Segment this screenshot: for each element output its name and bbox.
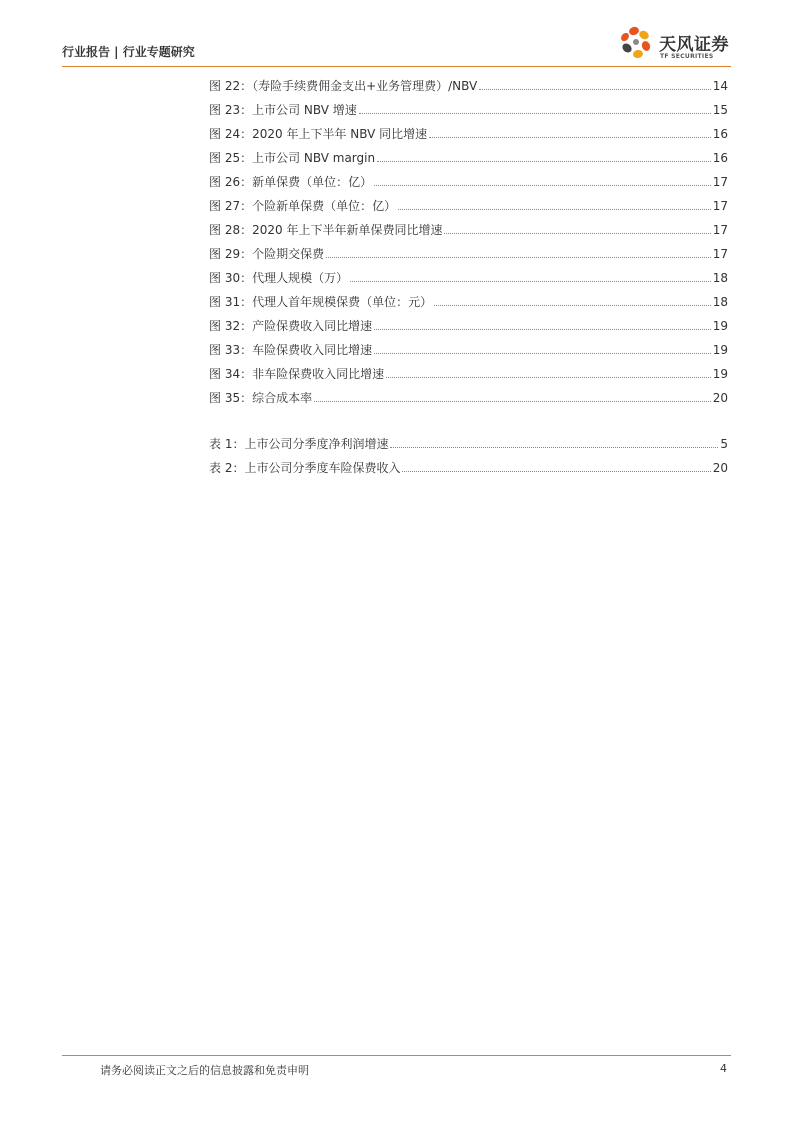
toc-entry-figure-27[interactable]: [209, 194, 728, 218]
toc-leader-dots: [402, 471, 710, 472]
table-of-contents: [209, 74, 728, 480]
toc-leader-dots: [374, 353, 711, 354]
toc-entry-page: 14: [712, 79, 728, 93]
toc-entry-label: 图 23：上市公司 NBV 增速: [209, 103, 357, 117]
toc-entry-page: 16: [712, 151, 728, 165]
toc-entry-label: 图 22：（寿险手续费佣金支出+业务管理费）/NBV: [209, 79, 478, 93]
toc-entry-figure-26[interactable]: [209, 170, 728, 194]
toc-entry-figure-34[interactable]: [209, 362, 728, 386]
toc-leader-dots: [374, 185, 711, 186]
toc-entry-label: 图 28：2020 年上下半年新单保费同比增速: [209, 223, 443, 237]
toc-entry-page: 17: [712, 247, 728, 261]
toc-leader-dots: [398, 209, 711, 210]
toc-entry-page: 20: [712, 391, 728, 405]
toc-entry-page: 19: [712, 343, 728, 357]
page-header: [62, 22, 731, 67]
toc-entry-page: 17: [712, 175, 728, 189]
toc-entry-figure-29[interactable]: [209, 242, 728, 266]
toc-entry-figure-30[interactable]: [209, 266, 728, 290]
company-logo: [619, 22, 731, 66]
logo-flower-icon: [619, 24, 657, 64]
toc-entry-figure-33[interactable]: [209, 338, 728, 362]
toc-entry-label: 图 34：非车险保费收入同比增速: [209, 367, 385, 381]
toc-entry-page: 18: [712, 271, 728, 285]
toc-leader-dots: [374, 329, 711, 330]
toc-leader-dots: [390, 447, 718, 448]
toc-entry-label: 表 1：上市公司分季度净利润增速: [209, 437, 389, 451]
toc-leader-dots: [350, 281, 711, 282]
logo-text-en: TF SECURITIES: [660, 53, 714, 60]
toc-leader-dots: [479, 89, 710, 90]
toc-entry-page: 17: [712, 199, 728, 213]
toc-entry-figure-24[interactable]: [209, 122, 728, 146]
toc-leader-dots: [326, 257, 711, 258]
toc-leader-dots: [359, 113, 711, 114]
page-number: 4: [720, 1062, 727, 1075]
toc-entry-label: 图 24：2020 年上下半年 NBV 同比增速: [209, 127, 428, 141]
toc-entry-label: 图 27：个险新单保费（单位：亿）: [209, 199, 397, 213]
logo-text-cn: 天风证券: [659, 35, 729, 55]
toc-leader-dots: [434, 305, 711, 306]
toc-entry-table-2[interactable]: [209, 456, 728, 480]
toc-leader-dots: [377, 161, 711, 162]
toc-entry-figure-22[interactable]: [209, 74, 728, 98]
toc-entry-figure-25[interactable]: [209, 146, 728, 170]
toc-entry-page: 19: [712, 367, 728, 381]
toc-entry-label: 图 26：新单保费（单位：亿）: [209, 175, 373, 189]
toc-leader-dots: [444, 233, 710, 234]
disclaimer-notice: 请务必阅读正文之后的信息披露和免责申明: [100, 1064, 309, 1077]
toc-entry-label: 图 35：综合成本率: [209, 391, 313, 405]
report-category: 行业报告 | 行业专题研究: [62, 45, 195, 59]
toc-leader-dots: [429, 137, 711, 138]
toc-entry-label: 图 29：个险期交保费: [209, 247, 325, 261]
toc-leader-dots: [386, 377, 711, 378]
toc-entry-label: 图 33：车险保费收入同比增速: [209, 343, 373, 357]
toc-entry-table-1[interactable]: [209, 432, 728, 456]
toc-entry-label: 图 31：代理人首年规模保费（单位：元）: [209, 295, 433, 309]
toc-leader-dots: [314, 401, 711, 402]
toc-entry-label: 图 25：上市公司 NBV margin: [209, 151, 376, 165]
toc-entry-page: 5: [720, 437, 728, 451]
toc-entry-figure-28[interactable]: [209, 218, 728, 242]
toc-entry-figure-23[interactable]: [209, 98, 728, 122]
toc-entry-figure-31[interactable]: [209, 290, 728, 314]
toc-entry-page: 19: [712, 319, 728, 333]
toc-entry-page: 16: [712, 127, 728, 141]
toc-entry-page: 15: [712, 103, 728, 117]
toc-entry-figure-35[interactable]: [209, 386, 728, 410]
toc-entry-page: 18: [712, 295, 728, 309]
toc-entry-label: 图 30：代理人规模（万）: [209, 271, 349, 285]
toc-entry-page: 20: [712, 461, 728, 475]
toc-entry-figure-32[interactable]: [209, 314, 728, 338]
toc-section-gap: [209, 410, 728, 432]
page-footer: [62, 1055, 731, 1077]
toc-entry-page: 17: [712, 223, 728, 237]
toc-entry-label: 表 2：上市公司分季度车险保费收入: [209, 461, 401, 475]
toc-entry-label: 图 32：产险保费收入同比增速: [209, 319, 373, 333]
